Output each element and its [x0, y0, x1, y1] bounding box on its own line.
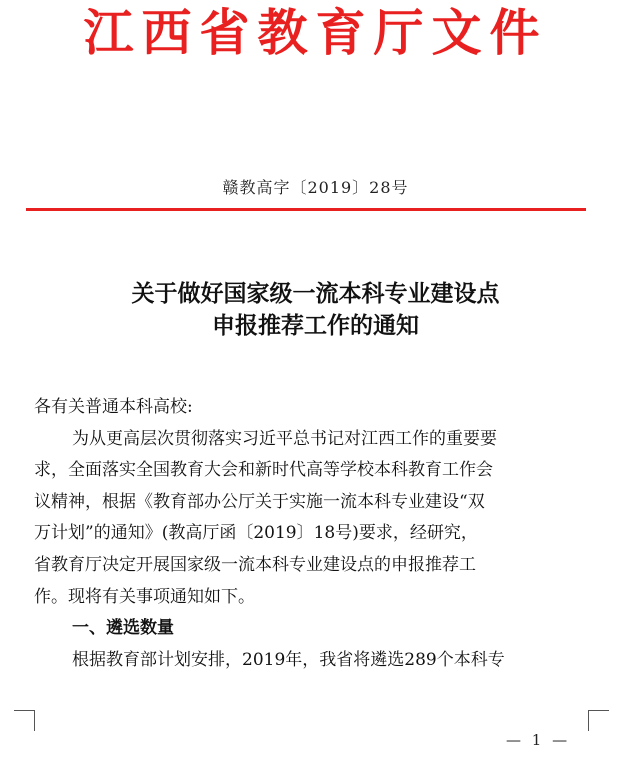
notice-body — [34, 392, 594, 676]
margin-corner-mark-right — [588, 710, 609, 731]
document-number: 赣教高字〔2019〕28号 — [222, 178, 409, 197]
issuer-masthead: 江西省教育厅文件 — [83, 3, 548, 62]
paragraph-1-line-4: 万计划”的通知》(教高厅函〔2019〕18号)要求，经研究， — [34, 523, 478, 544]
title-line-1: 关于做好国家级一流本科专业建设点 — [131, 281, 500, 307]
paragraph-1-line-1: 为从更高层次贯彻落实习近平总书记对江西工作的重要要 — [72, 428, 497, 449]
paragraph-1-line-5: 省教育厅决定开展国家级一流本科专业建设点的申报推荐工 — [34, 554, 476, 575]
section-1-line-1: 根据教育部计划安排，2019年，我省将遴选289个本科专 — [72, 649, 505, 670]
section-1-heading: 一、遴选数量 — [72, 618, 174, 639]
paragraph-1-line-2: 求，全面落实全国教育大会和新时代高等学校本科教育工作会 — [34, 460, 493, 481]
red-divider-line — [26, 208, 586, 211]
paragraph-1-line-3: 议精神，根据《教育部办公厅关于实施一流本科专业建设“双 — [34, 491, 485, 512]
page-number: — 1 — — [506, 731, 571, 749]
paragraph-1-line-6: 作。现将有关事项通知如下。 — [34, 586, 255, 607]
salutation: 各有关普通本科高校: — [34, 397, 193, 417]
margin-corner-mark-left — [14, 710, 35, 731]
title-line-2: 申报推荐工作的通知 — [212, 313, 419, 339]
notice-title — [0, 278, 631, 342]
